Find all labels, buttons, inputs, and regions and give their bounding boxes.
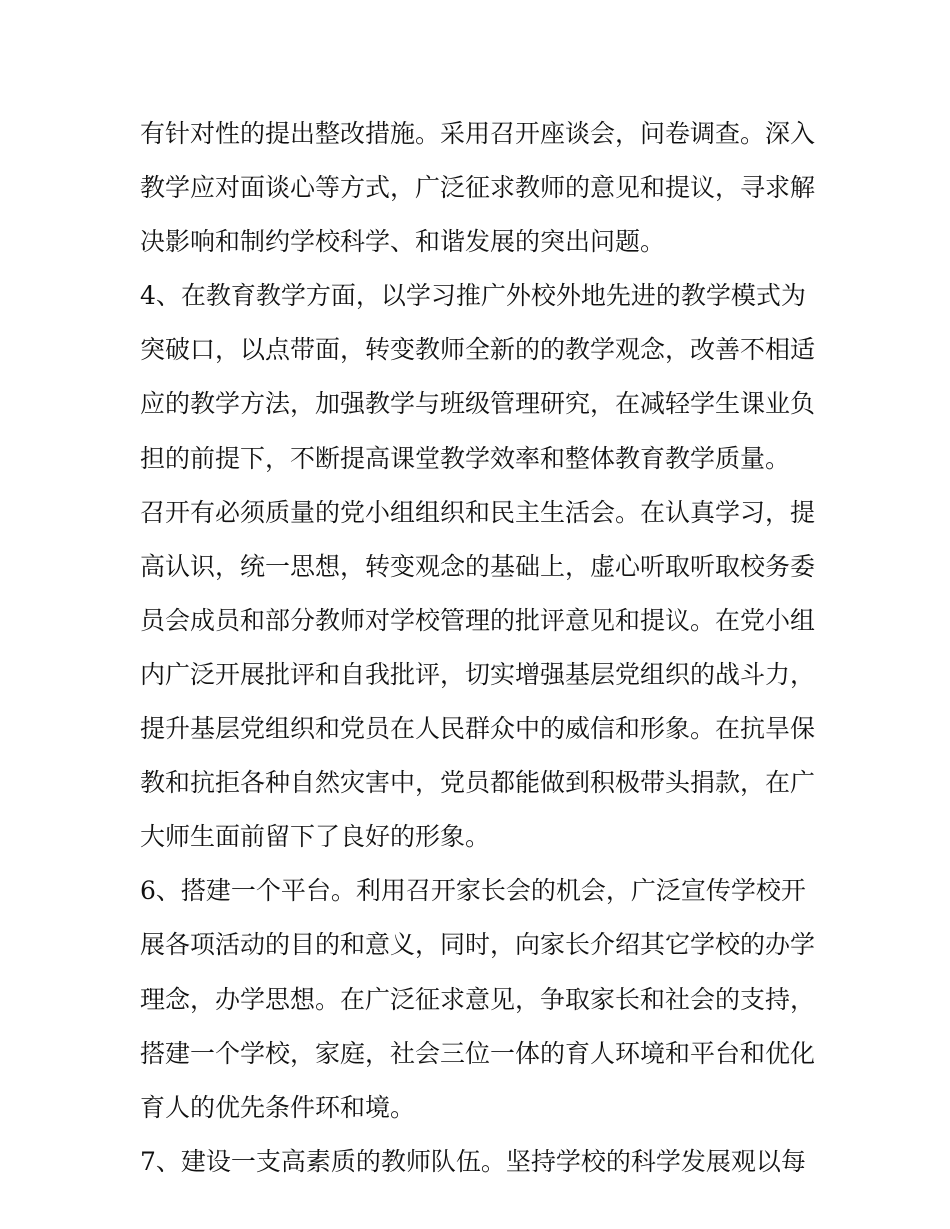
text-line: 搭建一个学校，家庭，社会三位一体的育人环境和平台和优化 — [140, 1038, 816, 1068]
text-line: 决影响和制约学校科学、和谐发展的突出问题。 — [140, 227, 666, 257]
text-line: 员会成员和部分教师对学校管理的批评意见和提议。在党小组 — [140, 605, 816, 635]
text-line: 教学应对面谈心等方式，广泛征求教师的意见和提议，寻求解 — [140, 173, 816, 203]
text-line: 提升基层党组织和党员在人民群众中的威信和形象。在抗旱保 — [140, 714, 816, 744]
text-line: 有针对性的提出整改措施。采用召开座谈会，问卷调查。深入 — [140, 119, 816, 148]
text-line: 理念，办学思想。在广泛征求意见，争取家长和社会的支持， — [140, 984, 816, 1014]
text-line: 育人的优先条件环和境。 — [140, 1092, 416, 1122]
text-line: 6、搭建一个平台。利用召开家长会的机会，广泛宣传学校开 — [140, 876, 806, 906]
text-line: 教和抗拒各种自然灾害中，党员都能做到积极带头捐款，在广 — [140, 768, 816, 798]
text-line: 大师生面前留下了良好的形象。 — [140, 822, 491, 852]
text-line: 突破口，以点带面，转变教师全新的的教学观念，改善不相适 — [140, 335, 816, 365]
body-text — [140, 107, 820, 1189]
text-line: 召开有必须质量的党小组组织和民主生活会。在认真学习，提 — [140, 497, 816, 527]
text-line: 高认识，统一思想，转变观念的基础上，虚心听取听取校务委 — [140, 551, 816, 581]
text-line: 7、建设一支高素质的教师队伍。坚持学校的科学发展观以每 — [140, 1146, 806, 1176]
text-line: 担的前提下，不断提高课堂教学效率和整体教育教学质量。 — [140, 443, 791, 473]
text-line: 内广泛开展批评和自我批评，切实增强基层党组织的战斗力， — [140, 659, 816, 689]
text-line: 4、在教育教学方面，以学习推广外校外地先进的教学模式为 — [140, 281, 806, 311]
text-line: 应的教学方法，加强教学与班级管理研究，在减轻学生课业负 — [140, 389, 816, 419]
text-line: 展各项活动的目的和意义，同时，向家长介绍其它学校的办学 — [140, 930, 816, 960]
